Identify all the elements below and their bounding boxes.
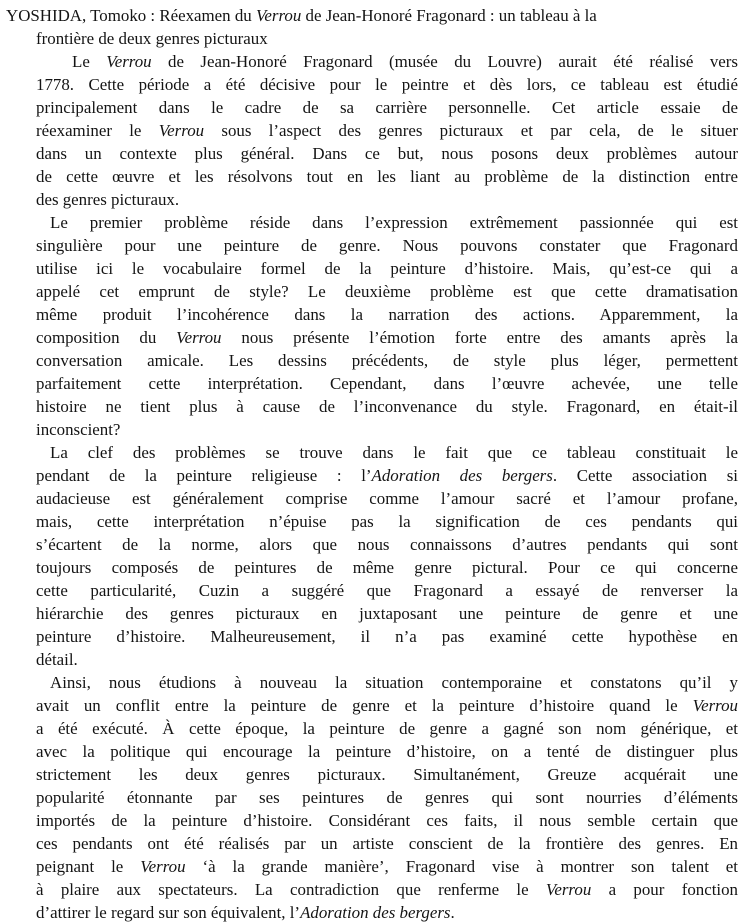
text-run: réexaminer le	[36, 121, 159, 140]
text-run: sous l’aspect des genres picturaux et par cela, de le situer	[204, 121, 739, 140]
title-part: frontière de deux genres picturaux	[36, 29, 268, 48]
text-run: détail.	[36, 650, 78, 669]
text-run: inconscient?	[36, 420, 121, 439]
text-line	[36, 487, 738, 510]
title-artwork: Verrou	[255, 6, 302, 25]
text-line	[36, 188, 738, 211]
text-line	[36, 556, 738, 579]
text-line	[36, 809, 738, 832]
text-run: audacieuse est généralement comprise comme l’amour sacré et l’amour profane,	[36, 489, 738, 508]
text-line	[36, 464, 738, 487]
text-run: singulière pour une peinture de genre. Nous pouvons constater que Fragonard	[36, 236, 738, 255]
text-line	[36, 648, 738, 671]
paragraph	[36, 50, 738, 211]
text-line	[36, 165, 738, 188]
text-run: .	[450, 903, 455, 922]
paragraph	[36, 671, 738, 924]
text-line	[36, 96, 738, 119]
text-line	[36, 533, 738, 556]
text-line	[36, 50, 738, 73]
text-run: avait un conflit entre la peinture de genre et la peinture d’histoire quand le	[36, 696, 693, 715]
italic-title: Verrou	[140, 857, 186, 876]
text-line	[36, 671, 738, 694]
text-run: des genres picturaux.	[36, 190, 180, 209]
text-run: même produit l’incohérence dans la narration des actions. Apparemment, la	[36, 305, 738, 324]
text-run: hiérarchie des genres picturaux en juxtaposant une peinture de genre et une	[36, 604, 738, 623]
text-line	[36, 142, 738, 165]
text-run: mais, cette interprétation n’épuise pas la signification de ces pendants qui	[36, 512, 738, 531]
abstract-body	[36, 50, 738, 924]
text-run: peignant le	[36, 857, 141, 876]
text-line	[36, 119, 738, 142]
text-run: d’attirer le regard sur son équivalent, l’	[36, 903, 301, 922]
text-run: de Jean-Honoré Fragonard (musée du Louvre) aurait été réalisé vers	[151, 52, 738, 71]
italic-title: Adoration des bergers	[300, 903, 451, 922]
text-run: La clef des problèmes se trouve dans le fait que ce tableau constituait le	[50, 443, 738, 462]
text-run: parfaitement cette interprétation. Cependant, dans l’œuvre achevée, une telle	[36, 374, 738, 393]
text-run: ces pendants ont été réalisés par un artiste conscient de la frontière des genres. En	[36, 834, 738, 853]
italic-title: Adoration des bergers	[371, 466, 553, 485]
text-line	[36, 257, 738, 280]
text-line	[36, 349, 738, 372]
text-run: utilise ici le vocabulaire formel de la peinture d’histoire. Mais, qu’est-ce qui a	[36, 259, 738, 278]
text-line	[36, 579, 738, 602]
text-run: avec la politique qui encourage la peinture d’histoire, on a tenté de distinguer plus	[36, 742, 738, 761]
text-run: Le premier problème réside dans l’expression extrêmement passionnée qui est	[50, 213, 738, 232]
text-run: conversation amicale. Les dessins précédents, de style plus léger, permettent	[36, 351, 738, 370]
text-run: nous présente l’émotion forte entre des amants après la	[221, 328, 738, 347]
text-run: histoire ne tient plus à cause de l’inconvenance du style. Fragonard, en était-il	[36, 397, 738, 416]
text-run: . Cette association si	[552, 466, 738, 485]
text-line	[36, 878, 738, 901]
text-line	[36, 717, 738, 740]
text-line	[36, 602, 738, 625]
text-run: appelé cet emprunt de style? Le deuxième problème est que cette dramatisation	[36, 282, 738, 301]
text-run: peinture d’histoire. Malheureusement, il n’a pas examiné cette hypothèse en	[36, 627, 738, 646]
italic-title: Verrou	[176, 328, 222, 347]
text-run: s’écartent de la norme, alors que nous connaissons d’autres pendants qui sont	[36, 535, 738, 554]
text-line	[36, 395, 738, 418]
text-line	[36, 280, 738, 303]
text-run: principalement dans le cadre de sa carrière personnelle. Cet article essaie de	[36, 98, 738, 117]
text-line	[36, 73, 738, 96]
text-line	[36, 510, 738, 533]
text-run: popularité étonnante par ses peintures de genres qui sont nourries d’éléments	[36, 788, 738, 807]
text-run: ‘à la grande manière’, Fragonard vise à montrer son talent et	[185, 857, 738, 876]
text-run: Ainsi, nous étudions à nouveau la situation contemporaine et constatons qu’il y	[50, 673, 738, 692]
paragraph	[36, 211, 738, 441]
text-run: dans un contexte plus général. Dans ce but, nous posons deux problèmes autour	[36, 144, 738, 163]
text-line	[36, 694, 738, 717]
text-line	[36, 786, 738, 809]
text-run: de cette œuvre et les résolvons tout en les liant au problème de la distinction entre	[36, 167, 738, 186]
text-run: Le	[72, 52, 107, 71]
title-part: de Jean-Honoré Fragonard : un tableau à la	[301, 6, 597, 25]
text-line	[36, 418, 738, 441]
text-line	[36, 326, 738, 349]
italic-title: Verrou	[106, 52, 152, 71]
text-line	[36, 832, 738, 855]
italic-title: Verrou	[545, 880, 592, 899]
text-line	[36, 855, 738, 878]
paragraph	[36, 441, 738, 671]
text-run: cette particularité, Cuzin a suggéré que Fragonard a essayé de renverser la	[36, 581, 738, 600]
text-line	[36, 901, 738, 924]
text-run: importés de la peinture d’histoire. Considérant ces faits, il nous semble certain que	[36, 811, 738, 830]
italic-title: Verrou	[692, 696, 738, 715]
text-line	[36, 234, 738, 257]
text-line	[36, 625, 738, 648]
text-run: a été exécuté. À cette époque, la peinture de genre a gagné son nom générique, et	[36, 719, 738, 738]
text-line	[36, 441, 738, 464]
text-line	[36, 303, 738, 326]
author-name: YOSHIDA, Tomoko :	[6, 6, 160, 25]
text-line	[36, 372, 738, 395]
italic-title: Verrou	[158, 121, 205, 140]
article-heading	[6, 4, 738, 50]
text-run: 1778. Cette période a été décisive pour le peintre et dès lors, ce tableau est étudié	[36, 75, 738, 94]
text-line	[36, 740, 738, 763]
text-run: pendant de la peinture religieuse : l’	[36, 466, 372, 485]
text-run: strictement les deux genres picturaux. Simultanément, Greuze acquérait une	[36, 765, 738, 784]
text-line	[36, 211, 738, 234]
text-line	[36, 763, 738, 786]
text-run: toujours composés de peintures de même genre pictural. Pour ce qui concerne	[36, 558, 738, 577]
text-run: a pour fonction	[591, 880, 738, 899]
text-run: composition du	[36, 328, 177, 347]
text-run: à plaire aux spectateurs. La contradiction que renferme le	[36, 880, 546, 899]
title-part: Réexamen du	[159, 6, 256, 25]
